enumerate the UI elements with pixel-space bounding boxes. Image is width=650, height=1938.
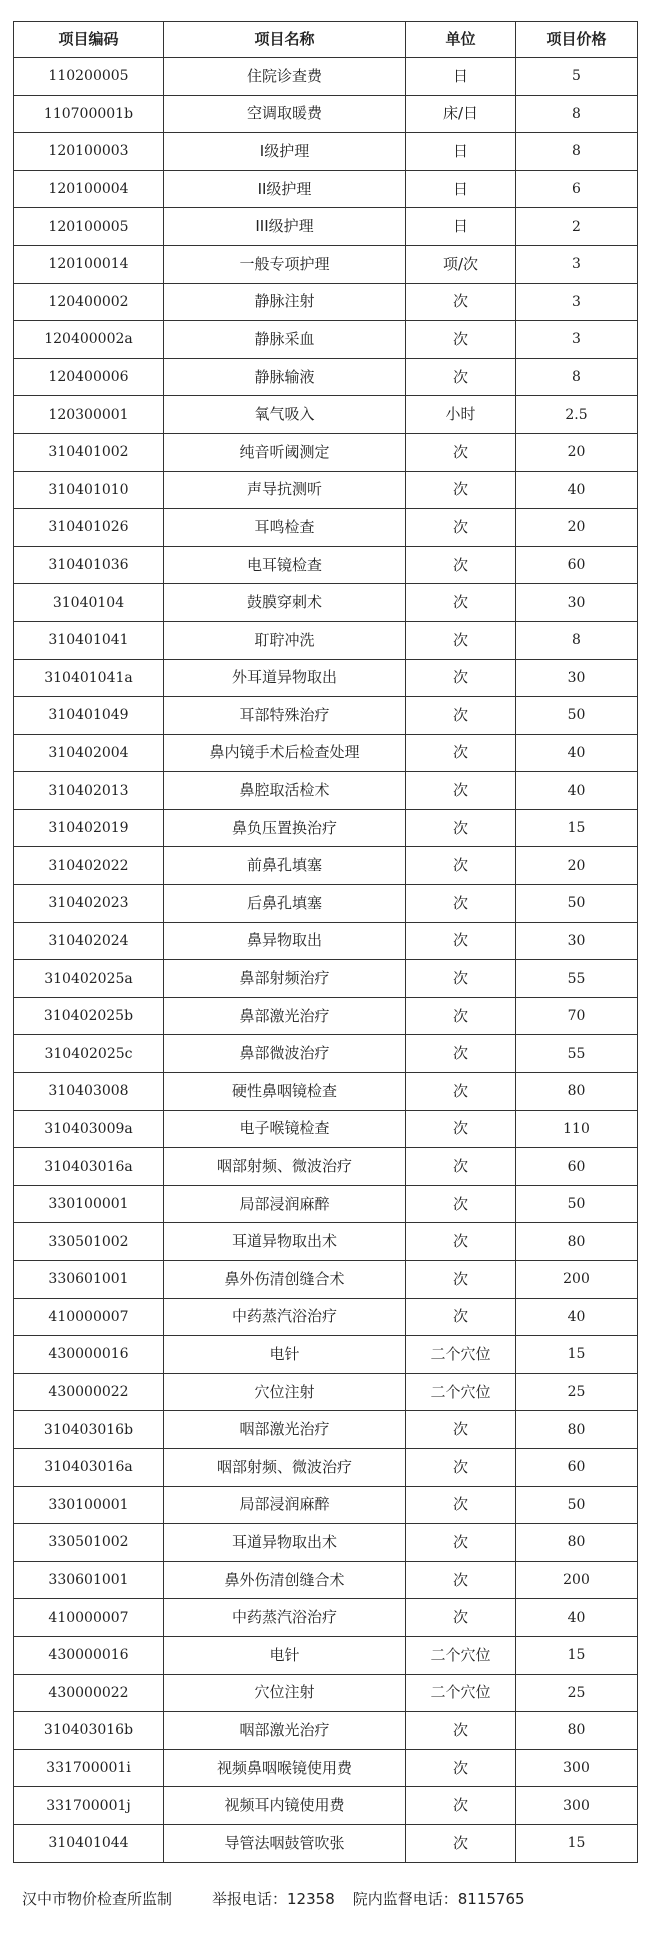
table-row: [14, 1599, 638, 1637]
cell-unit: 次: [406, 1035, 516, 1073]
cell-name: 鼓膜穿刺术: [164, 584, 406, 622]
cell-name: 耳道异物取出术: [164, 1223, 406, 1261]
header-price: 项目价格: [516, 22, 638, 58]
cell-price: 15: [516, 1824, 638, 1862]
cell-unit: 次: [406, 1185, 516, 1223]
cell-name: 鼻部射频治疗: [164, 960, 406, 998]
cell-code: 120100005: [14, 208, 164, 246]
cell-code: 120300001: [14, 396, 164, 434]
table-row: [14, 772, 638, 810]
cell-unit: 次: [406, 885, 516, 923]
table-row: [14, 659, 638, 697]
table-row: [14, 133, 638, 171]
cell-code: 330501002: [14, 1223, 164, 1261]
cell-price: 40: [516, 772, 638, 810]
cell-code: 310401002: [14, 433, 164, 471]
cell-code: 330100001: [14, 1185, 164, 1223]
cell-unit: 项/次: [406, 245, 516, 283]
cell-code: 331700001i: [14, 1749, 164, 1787]
cell-price: 20: [516, 509, 638, 547]
cell-code: 310401041a: [14, 659, 164, 697]
table-row: [14, 1373, 638, 1411]
cell-unit: 次: [406, 1411, 516, 1449]
table-row: [14, 95, 638, 133]
cell-code: 310402025b: [14, 997, 164, 1035]
cell-name: 视频耳内镜使用费: [164, 1787, 406, 1825]
cell-unit: 次: [406, 1110, 516, 1148]
cell-price: 30: [516, 922, 638, 960]
cell-code: 310401044: [14, 1824, 164, 1862]
cell-unit: 次: [406, 847, 516, 885]
table-row: [14, 1035, 638, 1073]
cell-unit: 二个穴位: [406, 1636, 516, 1674]
cell-name: 鼻负压置换治疗: [164, 809, 406, 847]
cell-name: 一般专项护理: [164, 245, 406, 283]
cell-unit: 次: [406, 1073, 516, 1111]
cell-code: 310402023: [14, 885, 164, 923]
cell-price: 50: [516, 885, 638, 923]
cell-unit: 日: [406, 208, 516, 246]
table-row: [14, 584, 638, 622]
cell-name: 中药蒸汽浴治疗: [164, 1298, 406, 1336]
table-row: [14, 1749, 638, 1787]
cell-unit: 次: [406, 509, 516, 547]
cell-code: 310402022: [14, 847, 164, 885]
cell-code: 310401010: [14, 471, 164, 509]
cell-code: 330601001: [14, 1261, 164, 1299]
cell-code: 120100003: [14, 133, 164, 171]
cell-name: 耵聍冲洗: [164, 621, 406, 659]
header-code: 项目编码: [14, 22, 164, 58]
cell-name: 后鼻孔填塞: [164, 885, 406, 923]
cell-price: 5: [516, 58, 638, 96]
cell-price: 8: [516, 95, 638, 133]
cell-code: 110200005: [14, 58, 164, 96]
cell-code: 310401049: [14, 697, 164, 735]
table-row: [14, 960, 638, 998]
table-row: [14, 245, 638, 283]
table-row: [14, 1110, 638, 1148]
cell-price: 40: [516, 1298, 638, 1336]
table-row: [14, 1411, 638, 1449]
cell-unit: 次: [406, 997, 516, 1035]
cell-name: 咽部激光治疗: [164, 1411, 406, 1449]
cell-name: 鼻部激光治疗: [164, 997, 406, 1035]
cell-price: 2: [516, 208, 638, 246]
table-row: [14, 433, 638, 471]
cell-unit: 次: [406, 659, 516, 697]
footer-supervisor: 汉中市物价检查所监制: [22, 1890, 173, 1908]
cell-code: 120400006: [14, 358, 164, 396]
cell-price: 110: [516, 1110, 638, 1148]
cell-unit: 二个穴位: [406, 1373, 516, 1411]
cell-price: 40: [516, 734, 638, 772]
cell-price: 3: [516, 283, 638, 321]
cell-unit: 次: [406, 960, 516, 998]
cell-price: 3: [516, 245, 638, 283]
table-row: [14, 1261, 638, 1299]
table-row: [14, 170, 638, 208]
table-row: [14, 1524, 638, 1562]
cell-code: 310403016a: [14, 1148, 164, 1186]
cell-unit: 次: [406, 1824, 516, 1862]
table-row: [14, 396, 638, 434]
cell-price: 50: [516, 697, 638, 735]
cell-code: 310403008: [14, 1073, 164, 1111]
table-row: [14, 621, 638, 659]
table-row: [14, 922, 638, 960]
cell-code: 110700001b: [14, 95, 164, 133]
cell-unit: 次: [406, 433, 516, 471]
cell-code: 310402025c: [14, 1035, 164, 1073]
table-row: [14, 1073, 638, 1111]
cell-price: 80: [516, 1524, 638, 1562]
cell-unit: 日: [406, 170, 516, 208]
cell-name: 电子喉镜检查: [164, 1110, 406, 1148]
cell-price: 300: [516, 1787, 638, 1825]
cell-name: 局部浸润麻醉: [164, 1185, 406, 1223]
table-row: [14, 1824, 638, 1862]
cell-price: 80: [516, 1073, 638, 1111]
table-row: [14, 809, 638, 847]
cell-name: 鼻外伤清创缝合术: [164, 1561, 406, 1599]
cell-unit: 次: [406, 621, 516, 659]
cell-name: 电耳镜检查: [164, 546, 406, 584]
cell-unit: 次: [406, 922, 516, 960]
cell-code: 120100014: [14, 245, 164, 283]
cell-unit: 次: [406, 1749, 516, 1787]
header-name: 项目名称: [164, 22, 406, 58]
cell-unit: 次: [406, 584, 516, 622]
cell-price: 50: [516, 1185, 638, 1223]
cell-price: 8: [516, 358, 638, 396]
table-row: [14, 1185, 638, 1223]
cell-code: 331700001j: [14, 1787, 164, 1825]
cell-price: 300: [516, 1749, 638, 1787]
cell-code: 120100004: [14, 170, 164, 208]
cell-name: II级护理: [164, 170, 406, 208]
cell-name: 穴位注射: [164, 1373, 406, 1411]
cell-name: 前鼻孔填塞: [164, 847, 406, 885]
table-row: [14, 997, 638, 1035]
cell-price: 55: [516, 1035, 638, 1073]
cell-price: 30: [516, 584, 638, 622]
cell-name: 中药蒸汽浴治疗: [164, 1599, 406, 1637]
cell-unit: 小时: [406, 396, 516, 434]
cell-unit: 次: [406, 471, 516, 509]
cell-price: 30: [516, 659, 638, 697]
cell-unit: 次: [406, 1561, 516, 1599]
table-row: [14, 885, 638, 923]
table-row: [14, 1448, 638, 1486]
cell-name: 静脉注射: [164, 283, 406, 321]
table-row: [14, 546, 638, 584]
cell-price: 200: [516, 1261, 638, 1299]
cell-name: 空调取暖费: [164, 95, 406, 133]
cell-name: 鼻部微波治疗: [164, 1035, 406, 1073]
cell-code: 310402004: [14, 734, 164, 772]
cell-code: 310403009a: [14, 1110, 164, 1148]
cell-price: 50: [516, 1486, 638, 1524]
cell-code: 430000016: [14, 1336, 164, 1374]
cell-price: 20: [516, 433, 638, 471]
cell-code: 430000022: [14, 1373, 164, 1411]
table-row: [14, 697, 638, 735]
footer: [22, 1888, 642, 1909]
price-list-sheet: [13, 21, 637, 1863]
cell-name: 住院诊查费: [164, 58, 406, 96]
cell-name: I级护理: [164, 133, 406, 171]
cell-price: 80: [516, 1223, 638, 1261]
cell-name: 耳道异物取出术: [164, 1524, 406, 1562]
cell-code: 310403016b: [14, 1712, 164, 1750]
cell-price: 15: [516, 809, 638, 847]
cell-unit: 床/日: [406, 95, 516, 133]
table-row: [14, 283, 638, 321]
cell-name: 导管法咽鼓管吹张: [164, 1824, 406, 1862]
cell-unit: 次: [406, 697, 516, 735]
table-row: [14, 1223, 638, 1261]
cell-code: 310401026: [14, 509, 164, 547]
cell-price: 80: [516, 1712, 638, 1750]
cell-unit: 次: [406, 809, 516, 847]
table-row: [14, 1674, 638, 1712]
cell-price: 15: [516, 1336, 638, 1374]
cell-name: 鼻内镜手术后检查处理: [164, 734, 406, 772]
cell-unit: 次: [406, 1599, 516, 1637]
cell-price: 25: [516, 1674, 638, 1712]
cell-code: 430000022: [14, 1674, 164, 1712]
cell-name: 鼻腔取活检术: [164, 772, 406, 810]
cell-unit: 次: [406, 321, 516, 359]
cell-unit: 次: [406, 1712, 516, 1750]
table-row: [14, 1787, 638, 1825]
cell-unit: 日: [406, 58, 516, 96]
cell-unit: 次: [406, 734, 516, 772]
footer-report-phone: 举报电话：12358: [212, 1890, 335, 1908]
table-row: [14, 1486, 638, 1524]
cell-unit: 次: [406, 1486, 516, 1524]
cell-unit: 次: [406, 772, 516, 810]
cell-unit: 次: [406, 1148, 516, 1186]
cell-unit: 次: [406, 283, 516, 321]
cell-code: 310402025a: [14, 960, 164, 998]
cell-code: 310401036: [14, 546, 164, 584]
cell-name: 声导抗测听: [164, 471, 406, 509]
cell-code: 310401041: [14, 621, 164, 659]
table-row: [14, 471, 638, 509]
table-row: [14, 321, 638, 359]
cell-code: 330100001: [14, 1486, 164, 1524]
cell-name: 视频鼻咽喉镜使用费: [164, 1749, 406, 1787]
cell-code: 310402013: [14, 772, 164, 810]
cell-price: 15: [516, 1636, 638, 1674]
table-row: [14, 1561, 638, 1599]
cell-name: 纯音听阈测定: [164, 433, 406, 471]
cell-price: 25: [516, 1373, 638, 1411]
table-row: [14, 358, 638, 396]
table-row: [14, 58, 638, 96]
cell-price: 8: [516, 133, 638, 171]
cell-name: 耳部特殊治疗: [164, 697, 406, 735]
cell-name: 鼻外伤清创缝合术: [164, 1261, 406, 1299]
cell-code: 410000007: [14, 1599, 164, 1637]
cell-name: 氧气吸入: [164, 396, 406, 434]
cell-unit: 次: [406, 1298, 516, 1336]
cell-price: 8: [516, 621, 638, 659]
cell-name: 电针: [164, 1336, 406, 1374]
cell-name: 咽部射频、微波治疗: [164, 1148, 406, 1186]
cell-price: 40: [516, 471, 638, 509]
cell-code: 430000016: [14, 1636, 164, 1674]
cell-price: 20: [516, 847, 638, 885]
cell-price: 70: [516, 997, 638, 1035]
cell-price: 6: [516, 170, 638, 208]
cell-name: III级护理: [164, 208, 406, 246]
cell-code: 310403016a: [14, 1448, 164, 1486]
cell-price: 80: [516, 1411, 638, 1449]
cell-name: 静脉采血: [164, 321, 406, 359]
cell-unit: 次: [406, 1261, 516, 1299]
cell-unit: 次: [406, 1223, 516, 1261]
table-row: [14, 509, 638, 547]
header-unit: 单位: [406, 22, 516, 58]
cell-code: 330601001: [14, 1561, 164, 1599]
table-row: [14, 734, 638, 772]
cell-code: 410000007: [14, 1298, 164, 1336]
cell-price: 3: [516, 321, 638, 359]
table-header: [14, 22, 638, 58]
cell-name: 鼻异物取出: [164, 922, 406, 960]
cell-unit: 次: [406, 546, 516, 584]
cell-unit: 二个穴位: [406, 1336, 516, 1374]
cell-unit: 日: [406, 133, 516, 171]
cell-price: 60: [516, 1448, 638, 1486]
cell-name: 咽部射频、微波治疗: [164, 1448, 406, 1486]
footer-internal-phone: 院内监督电话：8115765: [352, 1890, 525, 1908]
cell-code: 330501002: [14, 1524, 164, 1562]
cell-name: 电针: [164, 1636, 406, 1674]
cell-unit: 二个穴位: [406, 1674, 516, 1712]
cell-price: 60: [516, 546, 638, 584]
cell-unit: 次: [406, 1448, 516, 1486]
table-row: [14, 1712, 638, 1750]
cell-price: 2.5: [516, 396, 638, 434]
cell-price: 55: [516, 960, 638, 998]
cell-price: 60: [516, 1148, 638, 1186]
cell-name: 外耳道异物取出: [164, 659, 406, 697]
cell-name: 静脉输液: [164, 358, 406, 396]
cell-unit: 次: [406, 358, 516, 396]
cell-code: 120400002: [14, 283, 164, 321]
table-row: [14, 1148, 638, 1186]
header-row: [14, 22, 638, 58]
table-row: [14, 1336, 638, 1374]
table-row: [14, 847, 638, 885]
cell-code: 31040104: [14, 584, 164, 622]
cell-name: 硬性鼻咽镜检查: [164, 1073, 406, 1111]
cell-unit: 次: [406, 1524, 516, 1562]
cell-price: 200: [516, 1561, 638, 1599]
price-table: [13, 21, 638, 1863]
cell-price: 40: [516, 1599, 638, 1637]
cell-name: 局部浸润麻醉: [164, 1486, 406, 1524]
cell-code: 310402024: [14, 922, 164, 960]
table-row: [14, 1636, 638, 1674]
table-body: [14, 58, 638, 1863]
table-row: [14, 1298, 638, 1336]
cell-name: 咽部激光治疗: [164, 1712, 406, 1750]
cell-name: 耳鸣检查: [164, 509, 406, 547]
cell-code: 120400002a: [14, 321, 164, 359]
cell-code: 310403016b: [14, 1411, 164, 1449]
cell-unit: 次: [406, 1787, 516, 1825]
cell-code: 310402019: [14, 809, 164, 847]
cell-name: 穴位注射: [164, 1674, 406, 1712]
table-row: [14, 208, 638, 246]
